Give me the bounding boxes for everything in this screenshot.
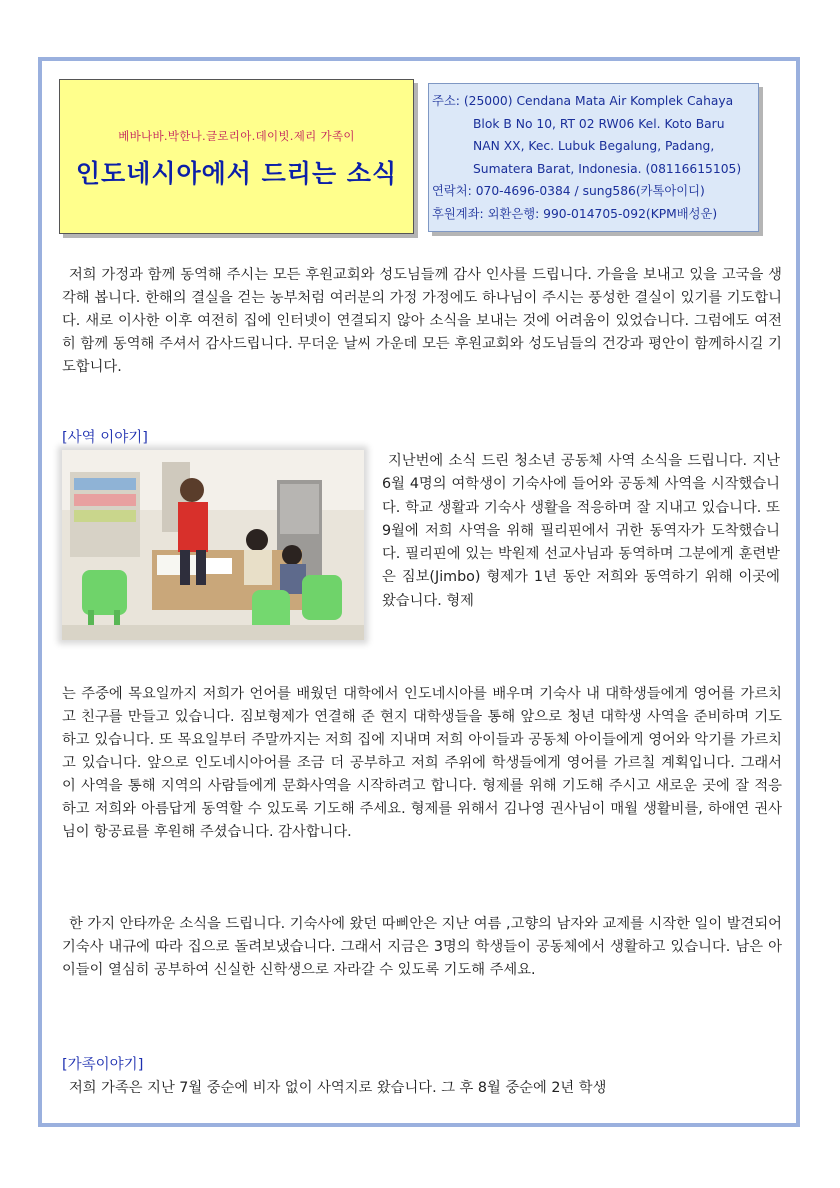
address-line-3: NAN XX, Kec. Lubuk Begalung, Padang, [473,139,715,153]
page-title: 인도네시아에서 드리는 소식 [75,159,398,188]
ministry-heading: [사역 이야기] [62,430,148,446]
address-line-1 [432,90,758,113]
address-line-2: Blok B No 10, RT 02 RW06 Kel. Koto Baru [473,116,725,131]
account-line: 후원계좌: 외환은행: 990-014705-092(KPM배성운) [432,206,718,221]
address-line-4: Sumatera Barat, Indonesia. (08116615105) [473,161,742,176]
intro-paragraph [62,264,782,379]
contact-box [428,83,759,232]
photo-illustration [62,450,364,640]
sad-news-text: 한 가지 안타까운 소식을 드립니다. 기숙사에 왔던 따삐안은 지난 여름 ,고향의 남자와 교제를 시작한 일이 발견되어 기숙사 내규에 따라 집으로 돌려보냈습니다. 그래서 지금은 3명의 학생들이 공동체에서 생활하고 있습니다. 남은 아이들이 열심히 공부하여 신실한 신학생으로 자라갈 수 있도록 기도해 주세요. [62,916,782,978]
ministry-photo [62,450,364,640]
title-box [59,79,414,234]
sad-news-paragraph [62,913,782,982]
phone-line: 연락처: 070-4696-0384 / sung586(카톡아이디) [432,184,705,198]
family-paragraph [62,1077,782,1100]
family-names: 베바나바.박한나.글로리아.데이빗.제리 가족이 [118,129,355,143]
address-text-1: (25000) Cendana Mata Air Komplek Cahaya [463,94,734,108]
ministry-wrapped-text: 지난번에 소식 드린 청소년 공동체 사역 소식을 드립니다. 지난 6월 4명의 여학생이 기숙사에 들어와 공동체 사역을 시작했습니다. 학교 생활과 기숙사 생활을 적응하며 잘 지내고 있습니다. 또 9월에 저희 사역을 위해 필리핀에서 귀한 동역자가 도착했습니다. 필리핀에 있는 박원제 선교사님과 동역하며 그분에게 훈련받은 짐보(Jimbo) 형제가 1년 동안 저희와 동역하기 위해 이곳에 왔습니다. 형제 [382,453,780,609]
ministry-continued-text: 는 주중에 목요일까지 저희가 언어를 배웠던 대학에서 인도네시아를 배우며 기숙사 내 대학생들에게 영어를 가르치고 친구를 만들고 있습니다. 짐보형제가 연결해 준 현지 대학생들을 통해 앞으로 청년 대학생 사역을 준비하며 기도하고 있습니다. 또 목요일부터 주말까지는 저희 집에 지내며 저희 아이들과 공동체 아이들에게 영어와 악기를 가르치고 있습니다. 앞으로 인도네시아어를 조금 더 공부하고 저희 주위에 학생들에게 영어를 가르칠 계획입니다. 그래서 이 사역을 통해 지역의 사람들에게 문화사역을 시작하려고 합니다. 형제를 위해 기도해 주시고 새로운 곳에 잘 적응하고 저희와 아름답게 동역할 수 있도록 기도해 주세요. 형제를 위해서 김나영 권사님이 매월 생활비를, 하애연 권사님이 항공료를 후원해 주셨습니다. 감사합니다. [62,686,782,840]
address-label: 주소: [432,94,460,108]
intro-text: 저희 가정과 함께 동역해 주시는 모든 후원교회와 성도님들께 감사 인사를 드립니다. 가을을 보내고 있을 고국을 생각해 봅니다. 한해의 결실을 걷는 농부처럼 여러분의 가정 가정에도 하나님이 주시는 풍성한 결실이 있기를 기도합니다. 새로 이사한 이후 여전히 집에 인터넷이 연결되지 않아 소식을 보내는 것에 어려움이 있었습니다. 그럼에도 여전히 함께 동역해 주셔서 감사드립니다. 무더운 날씨 가운데 모든 후원교회와 성도님들의 건강과 평안이 함께하시길 기도합니다. [62,267,782,375]
family-text: 저희 가족은 지난 7월 중순에 비자 없이 사역지로 왔습니다. 그 후 8월 중순에 2년 학생 [69,1080,607,1096]
ministry-continued-paragraph [62,683,782,844]
family-heading: [가족이야기] [62,1057,144,1073]
ministry-wrapped-paragraph [382,450,780,613]
